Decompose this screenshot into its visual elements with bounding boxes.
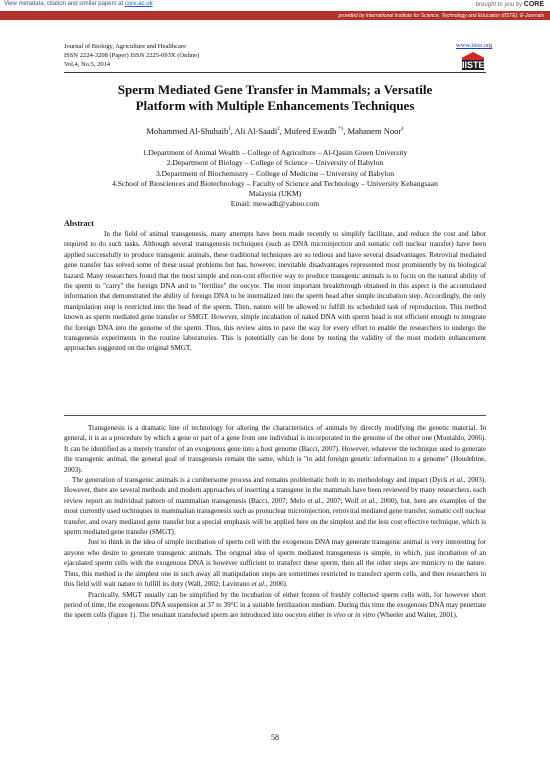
paragraph-2: The generation of transgenic animals is a cumbersome process and remains problematic both in its methodology and impact (Dyck et al., 2003). However, there are several methods and modern approaches of inserting a transgene in the mammals have been reviewed by many researchers, each review report an individual pattern of mammalian transgenesis (Bacci, 2007; Melo et al., 2007; Wolf et al., 2000), but, here are examples of the most currently used techniques in mammalian transgenesis such as pronuclear microinjection, retroviral mediated gene transfer, somatic cell nuclear transfer, and ovary mediated gene transfer but a special emphasis will be applied here on the simplest and the less cost effective technique, which is sperm mediated gene transfer (SMGT). [64,476,487,537]
journal-name: Journal of Biology, Agriculture and Healthcare [64,43,186,50]
author: Mohammed Al-Shuhaib$^1$ [146,125,231,136]
iiste-logo [462,52,484,70]
core-metadata-text[interactable]: View metadata, citation and similar papers at core.ac.uk [4,1,153,7]
abstract-heading: Abstract [64,219,94,228]
provider-strip [0,11,550,20]
page-number: 58 [271,733,279,742]
author: Mufeed Ewadh $^{*3}$ [284,125,344,136]
logo-roof-icon [462,52,484,60]
header-divider [64,72,486,73]
affiliations [64,148,486,210]
affiliation-3: 3.Department of Biochemistry – College of Medicine – University of Babylon [155,168,395,178]
journal-volume: Vol.4, No.5, 2014 [64,61,111,68]
journal-header [64,42,199,69]
journal-issn: ISSN 2224-3208 (Paper) ISSN 2225-093X (Online) [64,52,200,59]
abstract-text: In the field of animal transgenesis, many attempts have been made recently to simplify facilitate, and reduce the cost and labor required to do such tasks. Although several transgenesis techniques (such as DNA microinjection and somatic cell nuclear transfer) have been applied successfully to produce transgenic animals, these traditional techniques are so tedious and have several disadvantages. Retroviral mediated gene transfer has solved some of these usual problems but has, however, inevitable disadvantages represented most prominently by its biological hazard. Many researchers found that the most simple and non-cost effective way to produce transgenic animals is to focus on the natural ability of the sperm to "carry" the foreign DNA and to "fertilize" the oocyte. The most important breakthrough obtained in this aspect is the accumulated information that demonstrated the ability of foreign DNA to be internalized into the sperm head after simple incubation step. Accordingly, the only manipulation step is restricted into the head of the sperm. Then, nature will be allowed to fulfill its scheduled task of reproduction. This method known as sperm mediated gene transfer or SMGT. However, simple incubation of naked DNA with sperm head is not efficient enough to integrate the foreign DNA into the genome of the sperm. Thus, this review aims to pave the way for every effort to enable the researchers to undergo the transgenesis experiments in the routine laboratories. This is potentially can be done by testing the validity of the most modern enhancement approaches suggested on the original SMGT. [64,230,486,353]
title-line-2: Platform with Multiple Enhancements Techniques [135,98,415,113]
affiliation-2: 2.Department of Biology – College of Science – University of Babylon [166,158,384,168]
author-list: Mohammed Al-Shuhaib$^1$, Ali Al-Saadi$^2$, Mufeed Ewadh $^{*3}$, Mahanem Noor$^4$ [146,125,404,136]
paragraph-1: Transgenesis is a dramatic line of technology for altering the characteristics of animals by directly modifying the genetic material. In general, it is as a procedure by which a gene or part of a gene from one individual is incorporated in the genome of the other one (Montaldo, 2006). It can be identified as a merely transfer of an exogenous gene into a host genome (Bacci, 2007). However, whatever the technique used to generate the transgenic animal, the general goal of transgenesis remain the same, which is "to add foreign genetic information to a genome" (Houdebine, 2003). [64,424,486,474]
affiliation-4-cont: Malaysia (UKM) [248,189,302,199]
paper-title [64,82,486,114]
paragraph-3: Just to think in the idea of simple incubation of sperm cell with the exogenous DNA may generate transgenic animal is very interesting for anyone who desire to generate transgenic animals. The original idea of sperm mediated transgenesis is simple, in which, just incubation of an ejaculated sperm cells with the exogenous DNA is however sufficient to transfect these sperm, then all the other steps are mimicry to the nature. Thus, this method is the simplest one in such away all manipulation steps are sometimes restricted to transfect sperm cells, and then researchers in this field will wait nature to fulfill its duty (Wall, 2002; Lavitrano et al., 2006). [64,538,486,589]
logo-text: IISTE [462,60,485,70]
journal-url-link[interactable]: www.iiste.org [456,42,493,49]
provider-text: provided by International Institute for Science, Technology and Education (IISTE): E-Journals [338,13,544,19]
core-logo[interactable]: CORE [523,1,544,8]
contact-email[interactable]: Email: mewadh@yahoo.com [230,199,320,209]
section-divider [64,415,486,416]
title-line-1: Sperm Mediated Gene Transfer in Mammals; a Versatile [117,82,433,97]
paragraph-4: Practically, SMGT usually can be simplified by the incubation of either frozen of freshly collected sperm cells with, for however short period of time, the exogenous DNA suspension at 37 to 39°C in a suitable fertilization medium. During this time the exogenous DNA may penetrate the sperm cells (figure 1). The resultant transfected sperm are introduced into oocytes either in vivo or in vitro (Wheeler and Walter, 2001). [64,590,486,620]
core-banner [0,0,550,10]
core-link[interactable]: core.ac.uk [124,1,153,7]
author: Ali Al-Saadi$^2$ [234,125,280,136]
affiliation-1: 1.Department of Animal Wealth – College of Agriculture – Al-Qasim Green University [142,148,408,157]
affiliation-4: 4.School of Biosciences and Biotechnology – Faculty of Science and Technology – University Kebangsaan [112,178,438,188]
author: Mahanem Noor$^4$ [347,125,404,136]
body-text [64,423,486,621]
core-brand[interactable]: brought to you by CORE [475,1,544,8]
